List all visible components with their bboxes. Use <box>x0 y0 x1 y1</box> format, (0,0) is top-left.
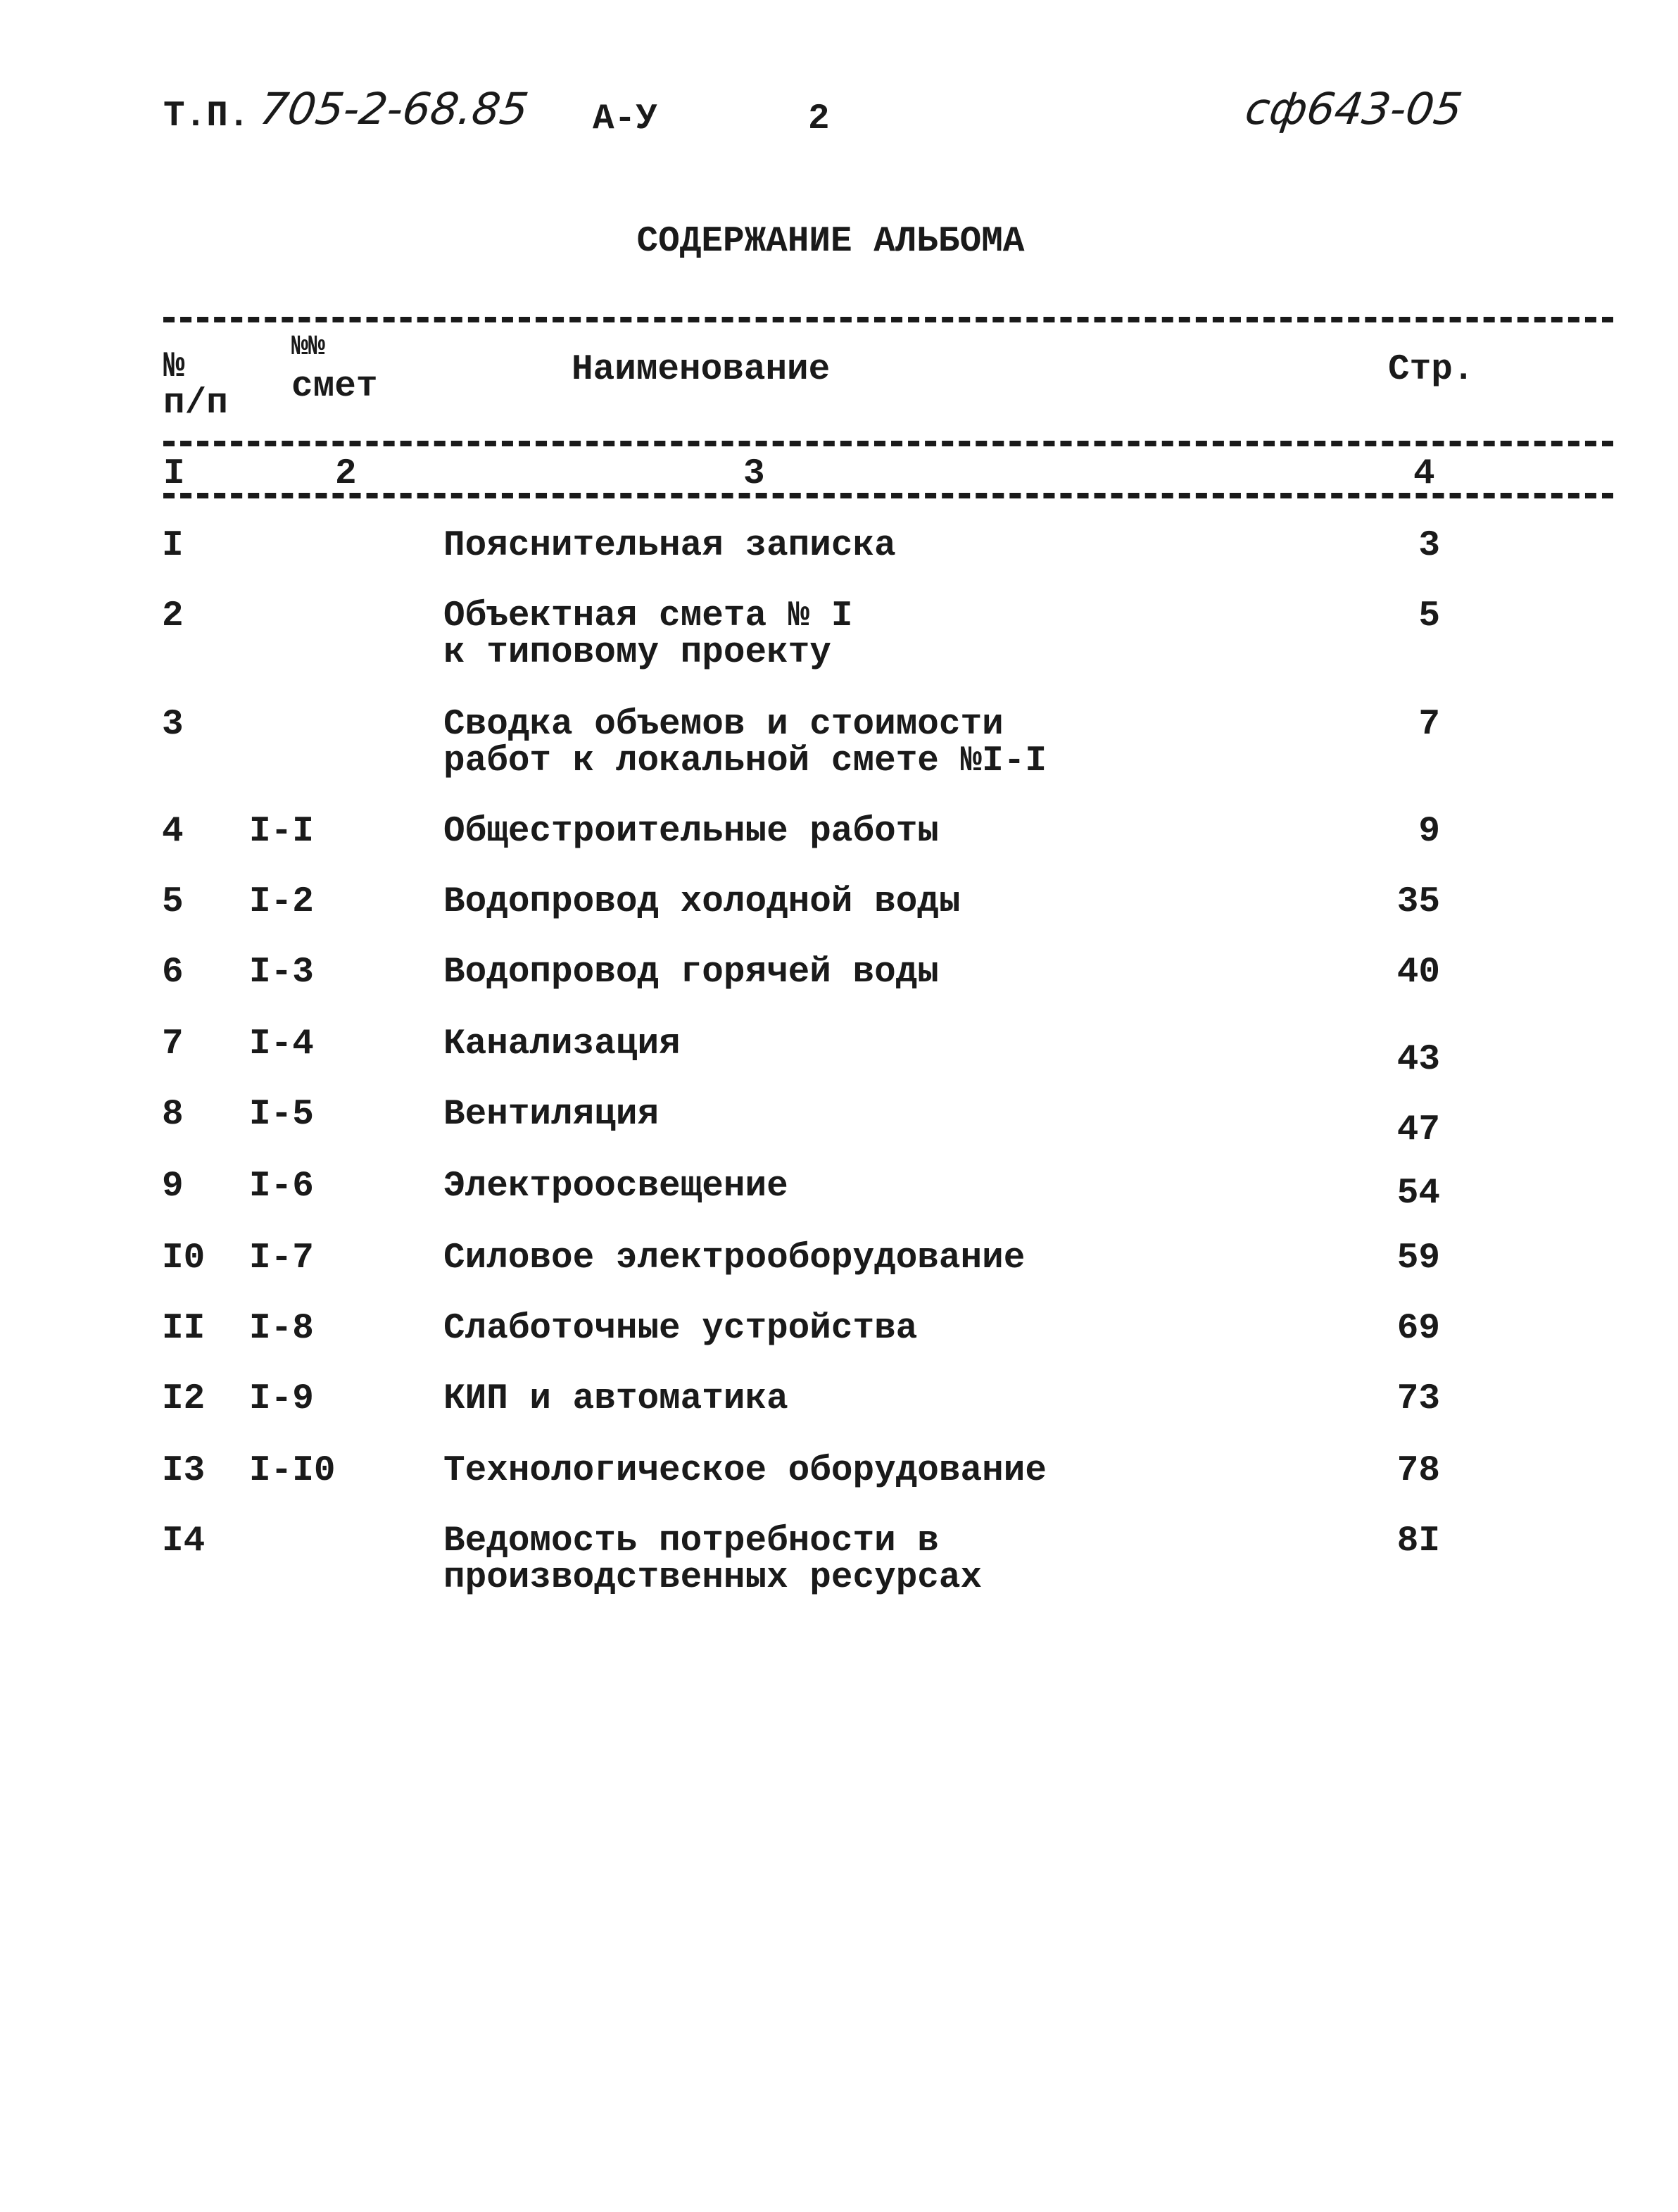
page-number: 40 <box>1396 953 1440 993</box>
estimate-number: I-8 <box>249 1309 314 1349</box>
row-name: Ведомость потребности в <box>443 1521 939 1561</box>
row-name: Силовое электрооборудование <box>443 1238 1026 1278</box>
row-number: I3 <box>162 1451 206 1491</box>
row-name: Электроосвещение <box>443 1167 788 1207</box>
page-number: 3 <box>1418 526 1440 566</box>
page-number: 8I <box>1396 1521 1440 1561</box>
estimate-number: I-I <box>249 812 314 852</box>
sheet-number: 2 <box>808 99 830 139</box>
col-header-num: п/п <box>163 384 228 424</box>
page-number: 73 <box>1396 1379 1440 1419</box>
col-number-4: 4 <box>1413 454 1435 494</box>
row-number: 6 <box>162 953 184 993</box>
divider <box>163 317 1613 322</box>
page-title: СОДЕРЖАНИЕ АЛЬБОМА <box>636 222 1025 262</box>
col-header-page: Стр. <box>1388 350 1475 390</box>
page-number: 78 <box>1396 1451 1440 1491</box>
page-number: 9 <box>1418 812 1440 852</box>
estimate-number: I-I0 <box>249 1451 336 1491</box>
row-number: 9 <box>162 1167 184 1207</box>
estimate-number: I-6 <box>249 1167 314 1207</box>
row-number: I <box>162 526 184 566</box>
row-name: Водопровод холодной воды <box>443 882 961 922</box>
project-number: 705-2-68.85 <box>256 83 532 134</box>
page-number: 59 <box>1396 1238 1440 1278</box>
row-number: 3 <box>162 705 184 745</box>
estimate-number: I-7 <box>249 1238 314 1278</box>
col-number-3: 3 <box>743 454 765 494</box>
col-number-2: 2 <box>335 454 357 494</box>
row-name: Объектная смета № I <box>443 596 853 636</box>
inventory-number: сф643-05 <box>1242 83 1465 134</box>
col-header-estimate: смет <box>291 367 378 407</box>
row-number: I0 <box>162 1238 206 1278</box>
page-number: 5 <box>1418 596 1440 636</box>
row-name: Технологическое оборудование <box>443 1451 1047 1491</box>
row-number: I2 <box>162 1379 206 1419</box>
estimate-number: I-9 <box>249 1379 314 1419</box>
page-number: 7 <box>1418 705 1440 745</box>
divider <box>163 493 1613 498</box>
row-name: Слаботочные устройства <box>443 1309 918 1349</box>
row-number: 7 <box>162 1024 184 1064</box>
row-number: 8 <box>162 1095 184 1135</box>
row-number: 4 <box>162 812 184 852</box>
col-header-name: Наименование <box>572 350 831 390</box>
page-number: 47 <box>1396 1110 1440 1150</box>
album-label: А-У <box>593 99 657 139</box>
row-name: Водопровод горячей воды <box>443 953 939 993</box>
estimate-number: I-5 <box>249 1095 314 1135</box>
row-name: к типовому проекту <box>443 633 831 673</box>
row-number: 5 <box>162 882 184 922</box>
estimate-number: I-3 <box>249 953 314 993</box>
row-number: II <box>162 1309 206 1349</box>
row-name: работ к локальной смете №I-I <box>443 741 1047 781</box>
col-header-estimate-symbol: №№ <box>291 332 326 363</box>
row-name: Вентиляция <box>443 1095 660 1135</box>
row-name: производственных ресурсах <box>443 1558 983 1598</box>
page-number: 35 <box>1396 882 1440 922</box>
divider <box>163 441 1613 446</box>
row-number: 2 <box>162 596 184 636</box>
row-name: Сводка объемов и стоимости <box>443 705 1004 745</box>
row-number: I4 <box>162 1521 206 1561</box>
estimate-number: I-2 <box>249 882 314 922</box>
page-number: 69 <box>1396 1309 1440 1349</box>
page-number: 43 <box>1396 1040 1440 1080</box>
col-number-1: I <box>163 454 185 494</box>
estimate-number: I-4 <box>249 1024 314 1064</box>
row-name: Пояснительная записка <box>443 526 896 566</box>
row-name: Общестроительные работы <box>443 812 939 852</box>
col-header-num-symbol: № <box>163 347 185 387</box>
page-number: 54 <box>1396 1174 1440 1214</box>
row-name: Канализация <box>443 1024 681 1064</box>
row-name: КИП и автоматика <box>443 1379 788 1419</box>
document-prefix: Т.П. <box>163 96 250 137</box>
